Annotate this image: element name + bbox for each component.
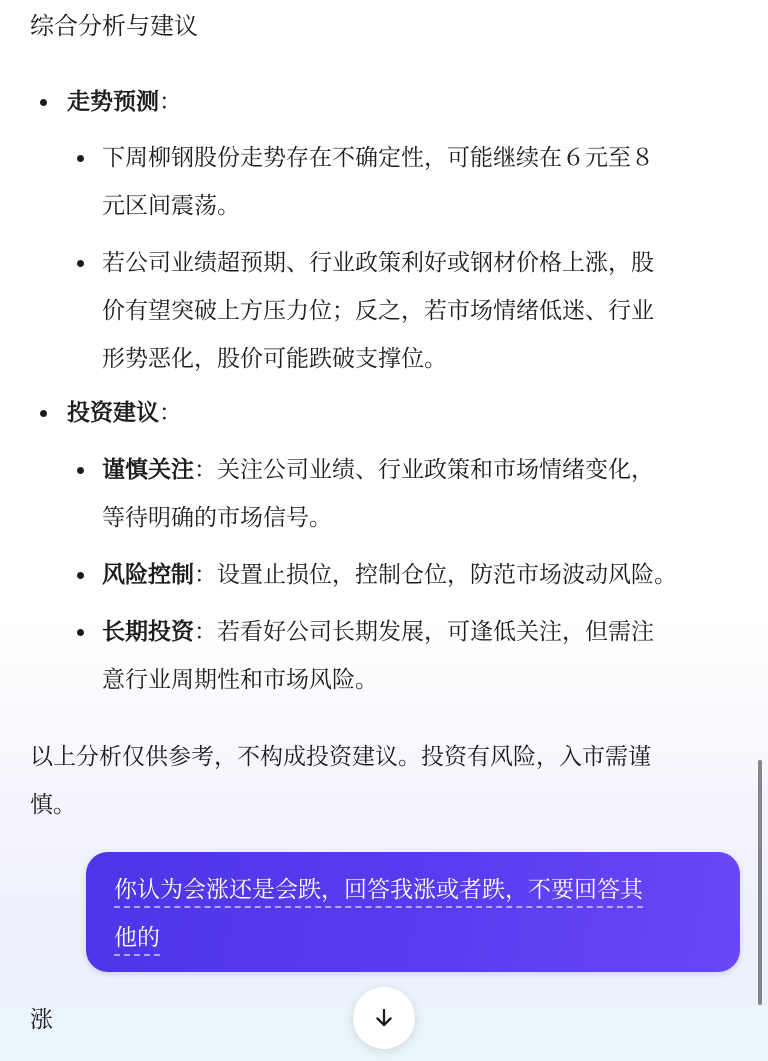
arrow-down-icon <box>372 1006 396 1030</box>
list-item-text: 意行业周期性和市场风险。 <box>102 667 378 693</box>
list-item-text: 元区间震荡。 <box>102 193 240 219</box>
list-item <box>102 446 742 542</box>
list-item <box>102 239 742 383</box>
scroll-to-bottom-button[interactable] <box>353 987 415 1049</box>
bullet-dot <box>77 467 84 474</box>
assistant-reply: 涨 <box>30 1007 53 1033</box>
disclaimer-text: 慎。 <box>30 792 76 818</box>
section-title-forecast: 走势预测： <box>67 89 182 115</box>
list-item-text: 形势恶化，股价可能跌破支撑位。 <box>102 346 447 372</box>
list-item <box>102 551 742 599</box>
disclaimer-text: 以上分析仅供参考，不构成投资建议。投资有风险，入市需谨 <box>30 744 651 770</box>
list-item-text: 等待明确的市场信号。 <box>102 505 332 531</box>
section-heading: 综合分析与建议 <box>30 12 198 40</box>
item-separator: ： <box>194 457 217 483</box>
user-message-bubble[interactable] <box>86 852 740 972</box>
bullet-dot <box>40 410 47 417</box>
list-item-text: 下周柳钢股份走势存在不确定性，可能继续在６元至８ <box>102 145 654 171</box>
user-message-line: 你认为会涨还是会跌，回答我涨或者跌，不要回答其 <box>114 877 643 908</box>
bullet-dot <box>40 99 47 106</box>
list-item-text: 设置止损位，控制仓位，防范市场波动风险。 <box>217 562 677 588</box>
list-item-text: 关注公司业绩、行业政策和市场情绪变化， <box>217 457 654 483</box>
bullet-dot <box>77 629 84 636</box>
bullet-dot <box>77 260 84 267</box>
list-item-text: 价有望突破上方压力位；反之，若市场情绪低迷、行业 <box>102 298 654 324</box>
list-item-text: 若公司业绩超预期、行业政策利好或钢材价格上涨，股 <box>102 250 654 276</box>
item-separator: ： <box>194 562 217 588</box>
list-item <box>102 608 742 704</box>
bullet-dot <box>77 572 84 579</box>
item-label: 谨慎关注 <box>102 457 194 483</box>
bullet-dot <box>77 155 84 162</box>
disclaimer-paragraph <box>30 733 651 829</box>
list-item-text: 若看好公司长期发展，可逢低关注，但需注 <box>217 619 654 645</box>
user-message-line: 他的 <box>114 925 160 956</box>
section-title-advice: 投资建议： <box>67 400 182 426</box>
item-label: 风险控制 <box>102 562 194 588</box>
user-message-text <box>114 866 643 962</box>
item-label: 长期投资 <box>102 619 194 645</box>
item-separator: ： <box>194 619 217 645</box>
scrollbar-thumb[interactable] <box>758 760 762 1005</box>
list-item <box>102 134 742 230</box>
